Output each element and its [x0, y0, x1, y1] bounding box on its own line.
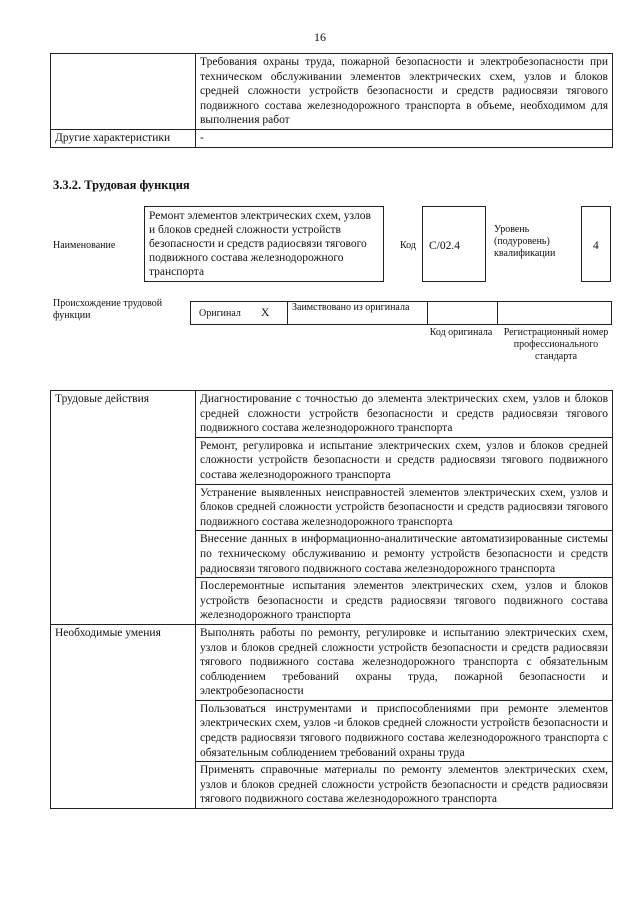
- borrowed-label: Заимствовано из оригинала: [292, 302, 410, 313]
- divider: [287, 302, 288, 324]
- code-label: Код: [400, 240, 416, 251]
- original-label: Оригинал: [199, 308, 241, 319]
- registration-caption: Регистрационный номер профессионального стандарта: [503, 327, 609, 362]
- labor-action: Послеремонтные испытания элементов электрических схем, узлов и блоков устройств безопасности и средств радиосвязи тягового подвижного состава железнодорожного транспорта: [196, 578, 613, 625]
- origin-box: [190, 301, 612, 325]
- table-cell-label: Другие характеристики: [51, 129, 196, 147]
- qualification-level: 4: [581, 206, 611, 282]
- level-label: Уровень (подуровень) квалификации: [494, 224, 556, 259]
- function-name: Ремонт элементов электрических схем, узлов и блоков средней сложности устройств безопасности и средств радиосвязи тягового подвижного состава железнодорожного транспорта: [144, 206, 384, 282]
- labor-functions-table: [50, 390, 613, 809]
- section-label: Необходимые умения: [51, 624, 196, 808]
- required-skill: Применять справочные материалы по ремонту элементов электрических схем, узлов и блоков средней сложности устройств безопасности и средств радиосвязи тягового подвижного состава железнодорожного транспорта: [196, 762, 613, 809]
- table-row: [51, 391, 613, 438]
- required-skill: Пользоваться инструментами и приспособлениями при ремонте элементов электрических схем, узлов -и блоков средней сложности устройств безопасности и средств радиосвязи тягового подвижного состава железнодорожного транспорта с обязательным соблюдением требований охраны труда: [196, 700, 613, 761]
- divider: [427, 302, 428, 324]
- section-label: Трудовые действия: [51, 391, 196, 625]
- labor-action: Внесение данных в информационно-аналитические автоматизированные системы по техническому обслуживанию и ремонту устройств безопасности и средств радиосвязи тягового подвижного состава железнодорожного транспорта: [196, 531, 613, 578]
- divider: [497, 302, 498, 324]
- labor-action: Диагностирование с точностью до элемента электрических схем, узлов и блоков средней сложности устройств безопасности и средств радиосвязи тягового подвижного состава железнодорожного транспорта: [196, 391, 613, 438]
- table-row: [51, 624, 613, 700]
- table-cell-value: Требования охраны труда, пожарной безопасности и электробезопасности при техническом обслуживании элементов электрических схем, узлов и блоков средней сложности устройств безопасности и средств радиосвязи тягового подвижного состава железнодорожного транспорта в объеме, необходимом для выполнения работ: [196, 54, 613, 130]
- table-cell-label: [51, 54, 196, 130]
- origin-label: Происхождение трудовой функции: [53, 298, 163, 321]
- table-row: [51, 129, 613, 147]
- code-original-caption: Код оригинала: [429, 327, 493, 338]
- labor-action: Устранение выявленных неисправностей элементов электрических схем, узлов и блоков средней сложности устройств безопасности и средств радиосвязи тягового подвижного состава железнодорожного транспорта: [196, 484, 613, 531]
- name-label: Наименование: [53, 240, 116, 251]
- table-row: [51, 54, 613, 130]
- original-mark: X: [261, 307, 270, 319]
- function-code: C/02.4: [422, 206, 486, 282]
- requirements-table: [50, 53, 613, 148]
- page-number: 16: [314, 30, 326, 44]
- required-skill: Выполнять работы по ремонту, регулировке и испытанию электрических схем, узлов и блоков средней сложности устройств безопасности и средств радиосвязи тягового подвижного состава железнодорожного транспорта с обязательным соблюдением требований охраны труда, пожарной безопасности и электробезопасности: [196, 624, 613, 700]
- table-cell-value: -: [196, 129, 613, 147]
- labor-action: Ремонт, регулировка и испытание электрических схем, узлов и блоков средней сложности устройств безопасности и средств радиосвязи тягового подвижного состава железнодорожного транспорта: [196, 437, 613, 484]
- section-title: 3.3.2. Трудовая функция: [53, 178, 190, 192]
